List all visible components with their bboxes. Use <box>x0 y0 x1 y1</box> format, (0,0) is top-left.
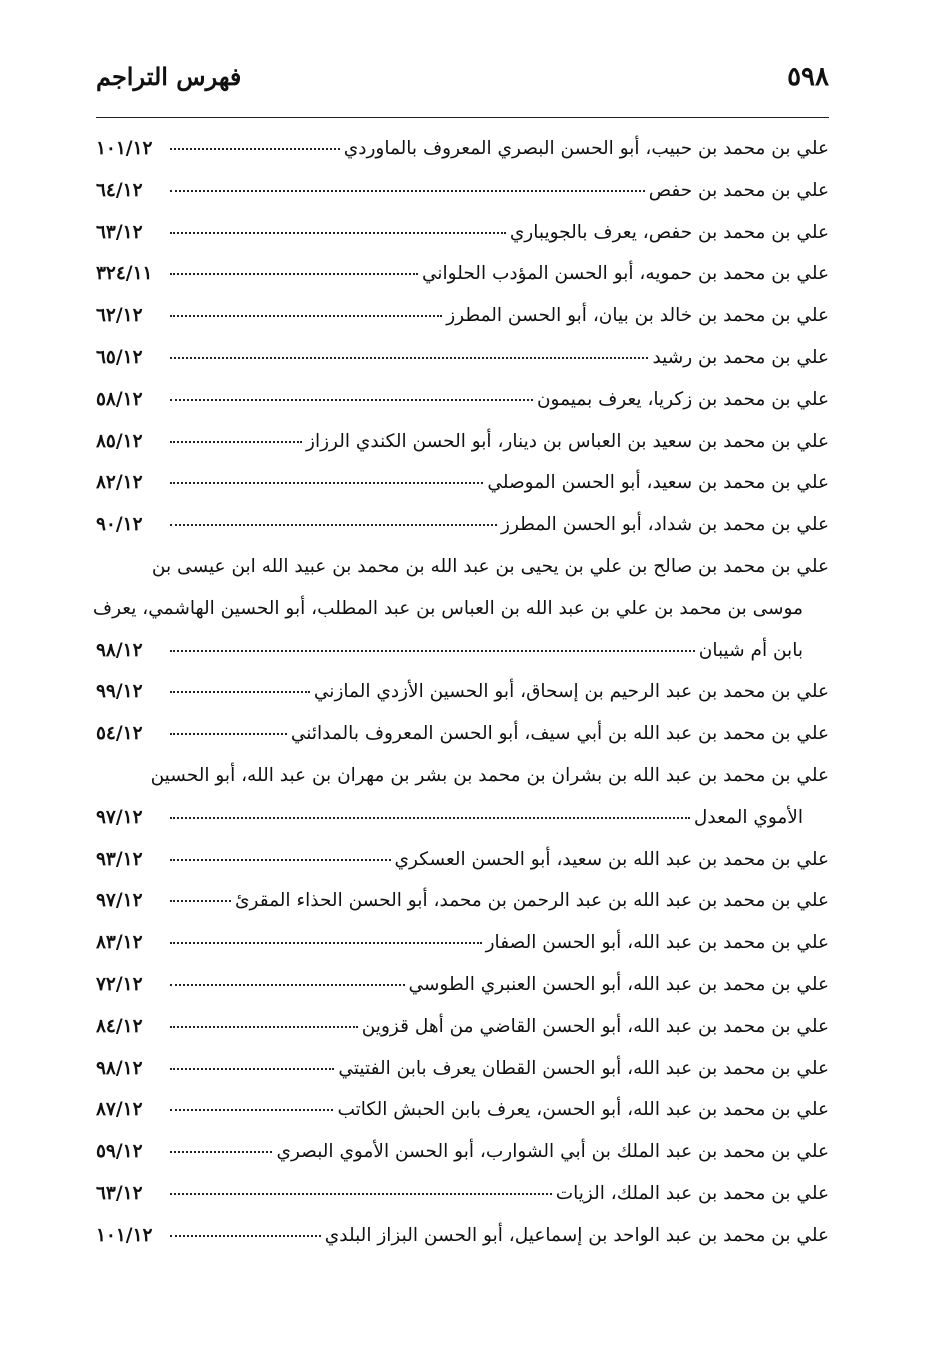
index-entry <box>96 1141 829 1183</box>
entry-page-ref: ١٠١/١٢ <box>96 1224 153 1246</box>
section-title: فهرس التراجم <box>96 62 242 91</box>
entry-page-ref: ٩٧/١٢ <box>96 806 143 828</box>
dot-leader <box>170 859 391 861</box>
index-entry-line <box>92 597 829 640</box>
dot-leader <box>170 441 302 443</box>
index-entry-line <box>96 765 829 807</box>
index-entry <box>96 849 829 891</box>
index-entry <box>96 1099 829 1141</box>
entry-name: علي بن محمد بن عبد الله، أبو الحسن العنبري الطوسي <box>408 973 829 995</box>
dot-leader <box>170 733 287 735</box>
entry-name: علي بن محمد بن عبد الملك، الزيات <box>555 1182 829 1204</box>
index-entry <box>96 514 829 556</box>
entry-name: الأموي المعدل <box>693 806 803 828</box>
entry-name: علي بن محمد بن رشيد <box>652 346 829 368</box>
entry-page-ref: ٨٣/١٢ <box>96 932 143 954</box>
dot-leader <box>170 691 310 693</box>
index-entry <box>96 1225 829 1267</box>
entry-page-ref: ٧٢/١٢ <box>96 973 143 995</box>
entry-page-ref: ٨٥/١٢ <box>96 430 143 452</box>
index-entry <box>96 890 829 932</box>
entry-name: علي بن محمد بن سعيد بن العباس بن دينار، أبو الحسن الكندي الرزاز <box>306 430 829 452</box>
dot-leader <box>170 399 533 401</box>
dot-leader <box>170 900 231 902</box>
entry-name: علي بن محمد بن عبد الله بن أبي سيف، أبو الحسن المعروف بالمدائني <box>290 723 829 745</box>
index-entry <box>96 263 829 305</box>
dot-leader <box>170 357 648 359</box>
entry-name: علي بن محمد بن سعيد، أبو الحسن الموصلي <box>487 472 829 494</box>
index-entry <box>96 932 829 974</box>
entry-page-ref: ٥٨/١٢ <box>96 388 143 410</box>
dot-leader <box>170 190 645 192</box>
entry-page-ref: ٨٢/١٢ <box>96 472 143 494</box>
entry-name: علي بن محمد بن عبد الله، أبو الحسن، يعرف بابن الحبش الكاتب <box>337 1099 829 1121</box>
dot-leader <box>170 1151 272 1153</box>
dot-leader <box>170 942 482 944</box>
entry-name: علي بن محمد بن عبد الله بن سعيد، أبو الحسن العسكري <box>394 848 829 870</box>
index-entry-line <box>96 556 829 598</box>
entry-page-ref: ٦٣/١٢ <box>96 221 143 243</box>
index-entry <box>96 222 829 264</box>
index-entry <box>96 138 829 180</box>
index-entry <box>96 389 829 431</box>
index-entry <box>96 347 829 389</box>
header-rule <box>96 117 829 118</box>
entry-name: علي بن محمد بن زكريا، يعرف بميمون <box>536 388 829 410</box>
dot-leader <box>170 232 506 234</box>
index-entry <box>96 180 829 222</box>
dot-leader <box>170 1026 358 1028</box>
entry-page-ref: ٥٩/١٢ <box>96 1141 143 1163</box>
entry-page-ref: ٦٣/١٢ <box>96 1182 143 1204</box>
dot-leader <box>170 524 497 526</box>
index-entry <box>96 472 829 514</box>
entry-name: علي بن محمد بن حبيب، أبو الحسن البصري المعروف بالماوردي <box>343 138 829 159</box>
entry-name: علي بن محمد بن عبد الله بن عبد الرحمن بن محمد، أبو الحسن الحذاء المقرئ <box>235 890 829 912</box>
dot-leader <box>170 1109 333 1111</box>
entry-name: علي بن محمد بن حفص، يعرف بالجويباري <box>509 221 829 243</box>
index-entry <box>96 1016 829 1058</box>
dot-leader <box>170 1068 334 1070</box>
entry-name: علي بن محمد بن عبد الرحيم بن إسحاق، أبو الحسين الأزدي المازني <box>313 681 829 703</box>
entry-page-ref: ٦٢/١٢ <box>96 305 143 327</box>
entry-name: علي بن محمد بن عبد الواحد بن إسماعيل، أبو الحسن البزاز البلدي <box>324 1224 829 1246</box>
index-entry <box>96 807 829 849</box>
index-entry <box>96 640 829 682</box>
dot-leader <box>170 1193 552 1195</box>
page-number: ٥٩٨ <box>787 62 829 92</box>
entry-page-ref: ٩٨/١٢ <box>96 1057 143 1079</box>
entry-page-ref: ٩٨/١٢ <box>96 639 143 661</box>
entry-name: علي بن محمد بن عبد الله، أبو الحسن الصفار <box>485 932 829 954</box>
entry-name: علي بن محمد بن عبد الله بن بشران بن محمد بن بشر بن مهران بن عبد الله، أبو الحسين <box>150 764 829 786</box>
index-entries <box>92 138 829 1267</box>
entry-page-ref: ٩٠/١٢ <box>96 514 143 536</box>
entry-name: موسى بن محمد بن علي بن عبد الله بن العباس بن عبد المطلب، أبو الحسين الهاشمي، يعرف <box>92 597 803 619</box>
dot-leader <box>170 273 418 275</box>
dot-leader <box>170 482 483 484</box>
entry-page-ref: ٩٧/١٢ <box>96 890 143 912</box>
dot-leader <box>170 315 442 317</box>
entry-page-ref: ٥٤/١٢ <box>96 723 143 745</box>
entry-name: علي بن محمد بن حفص <box>648 179 829 201</box>
entry-name: علي بن محمد بن خالد بن بيان، أبو الحسن المطرز <box>446 305 829 327</box>
index-entry <box>96 974 829 1016</box>
entry-page-ref: ٨٤/١٢ <box>96 1015 143 1037</box>
dot-leader <box>170 984 405 986</box>
entry-name: علي بن محمد بن عبد الله، أبو الحسن القاضي من أهل قزوين <box>361 1015 829 1037</box>
dot-leader <box>170 1235 321 1237</box>
entry-name: علي بن محمد بن حمويه، أبو الحسن المؤدب الحلواني <box>421 263 829 285</box>
index-entry <box>96 723 829 765</box>
page-header <box>96 62 829 102</box>
entry-name: علي بن محمد بن عبد الملك بن أبي الشوارب، أبو الحسن الأموي البصري <box>276 1141 829 1163</box>
dot-leader <box>170 817 690 819</box>
entry-page-ref: ٣٢٤/١١ <box>96 263 153 285</box>
entry-name: علي بن محمد بن عبد الله، أبو الحسن القطان يعرف بابن الفتيتي <box>338 1057 829 1079</box>
entry-name: علي بن محمد بن شداد، أبو الحسن المطرز <box>501 514 829 536</box>
entry-page-ref: ٦٥/١٢ <box>96 346 143 368</box>
dot-leader <box>170 650 695 652</box>
index-entry <box>96 1183 829 1225</box>
index-entry <box>96 681 829 723</box>
entry-page-ref: ٩٩/١٢ <box>96 681 143 703</box>
entry-name: علي بن محمد بن صالح بن علي بن يحيى بن عبد الله بن محمد بن عبيد الله ابن عيسى بن <box>151 555 829 577</box>
index-entry <box>96 305 829 347</box>
entry-page-ref: ٦٤/١٢ <box>96 179 143 201</box>
entry-page-ref: ٨٧/١٢ <box>96 1099 143 1121</box>
entry-name: بابن أم شيبان <box>698 639 803 661</box>
dot-leader <box>170 148 340 150</box>
index-entry <box>96 1058 829 1100</box>
entry-page-ref: ١٠١/١٢ <box>96 138 153 159</box>
index-entry <box>96 431 829 473</box>
entry-page-ref: ٩٣/١٢ <box>96 848 143 870</box>
